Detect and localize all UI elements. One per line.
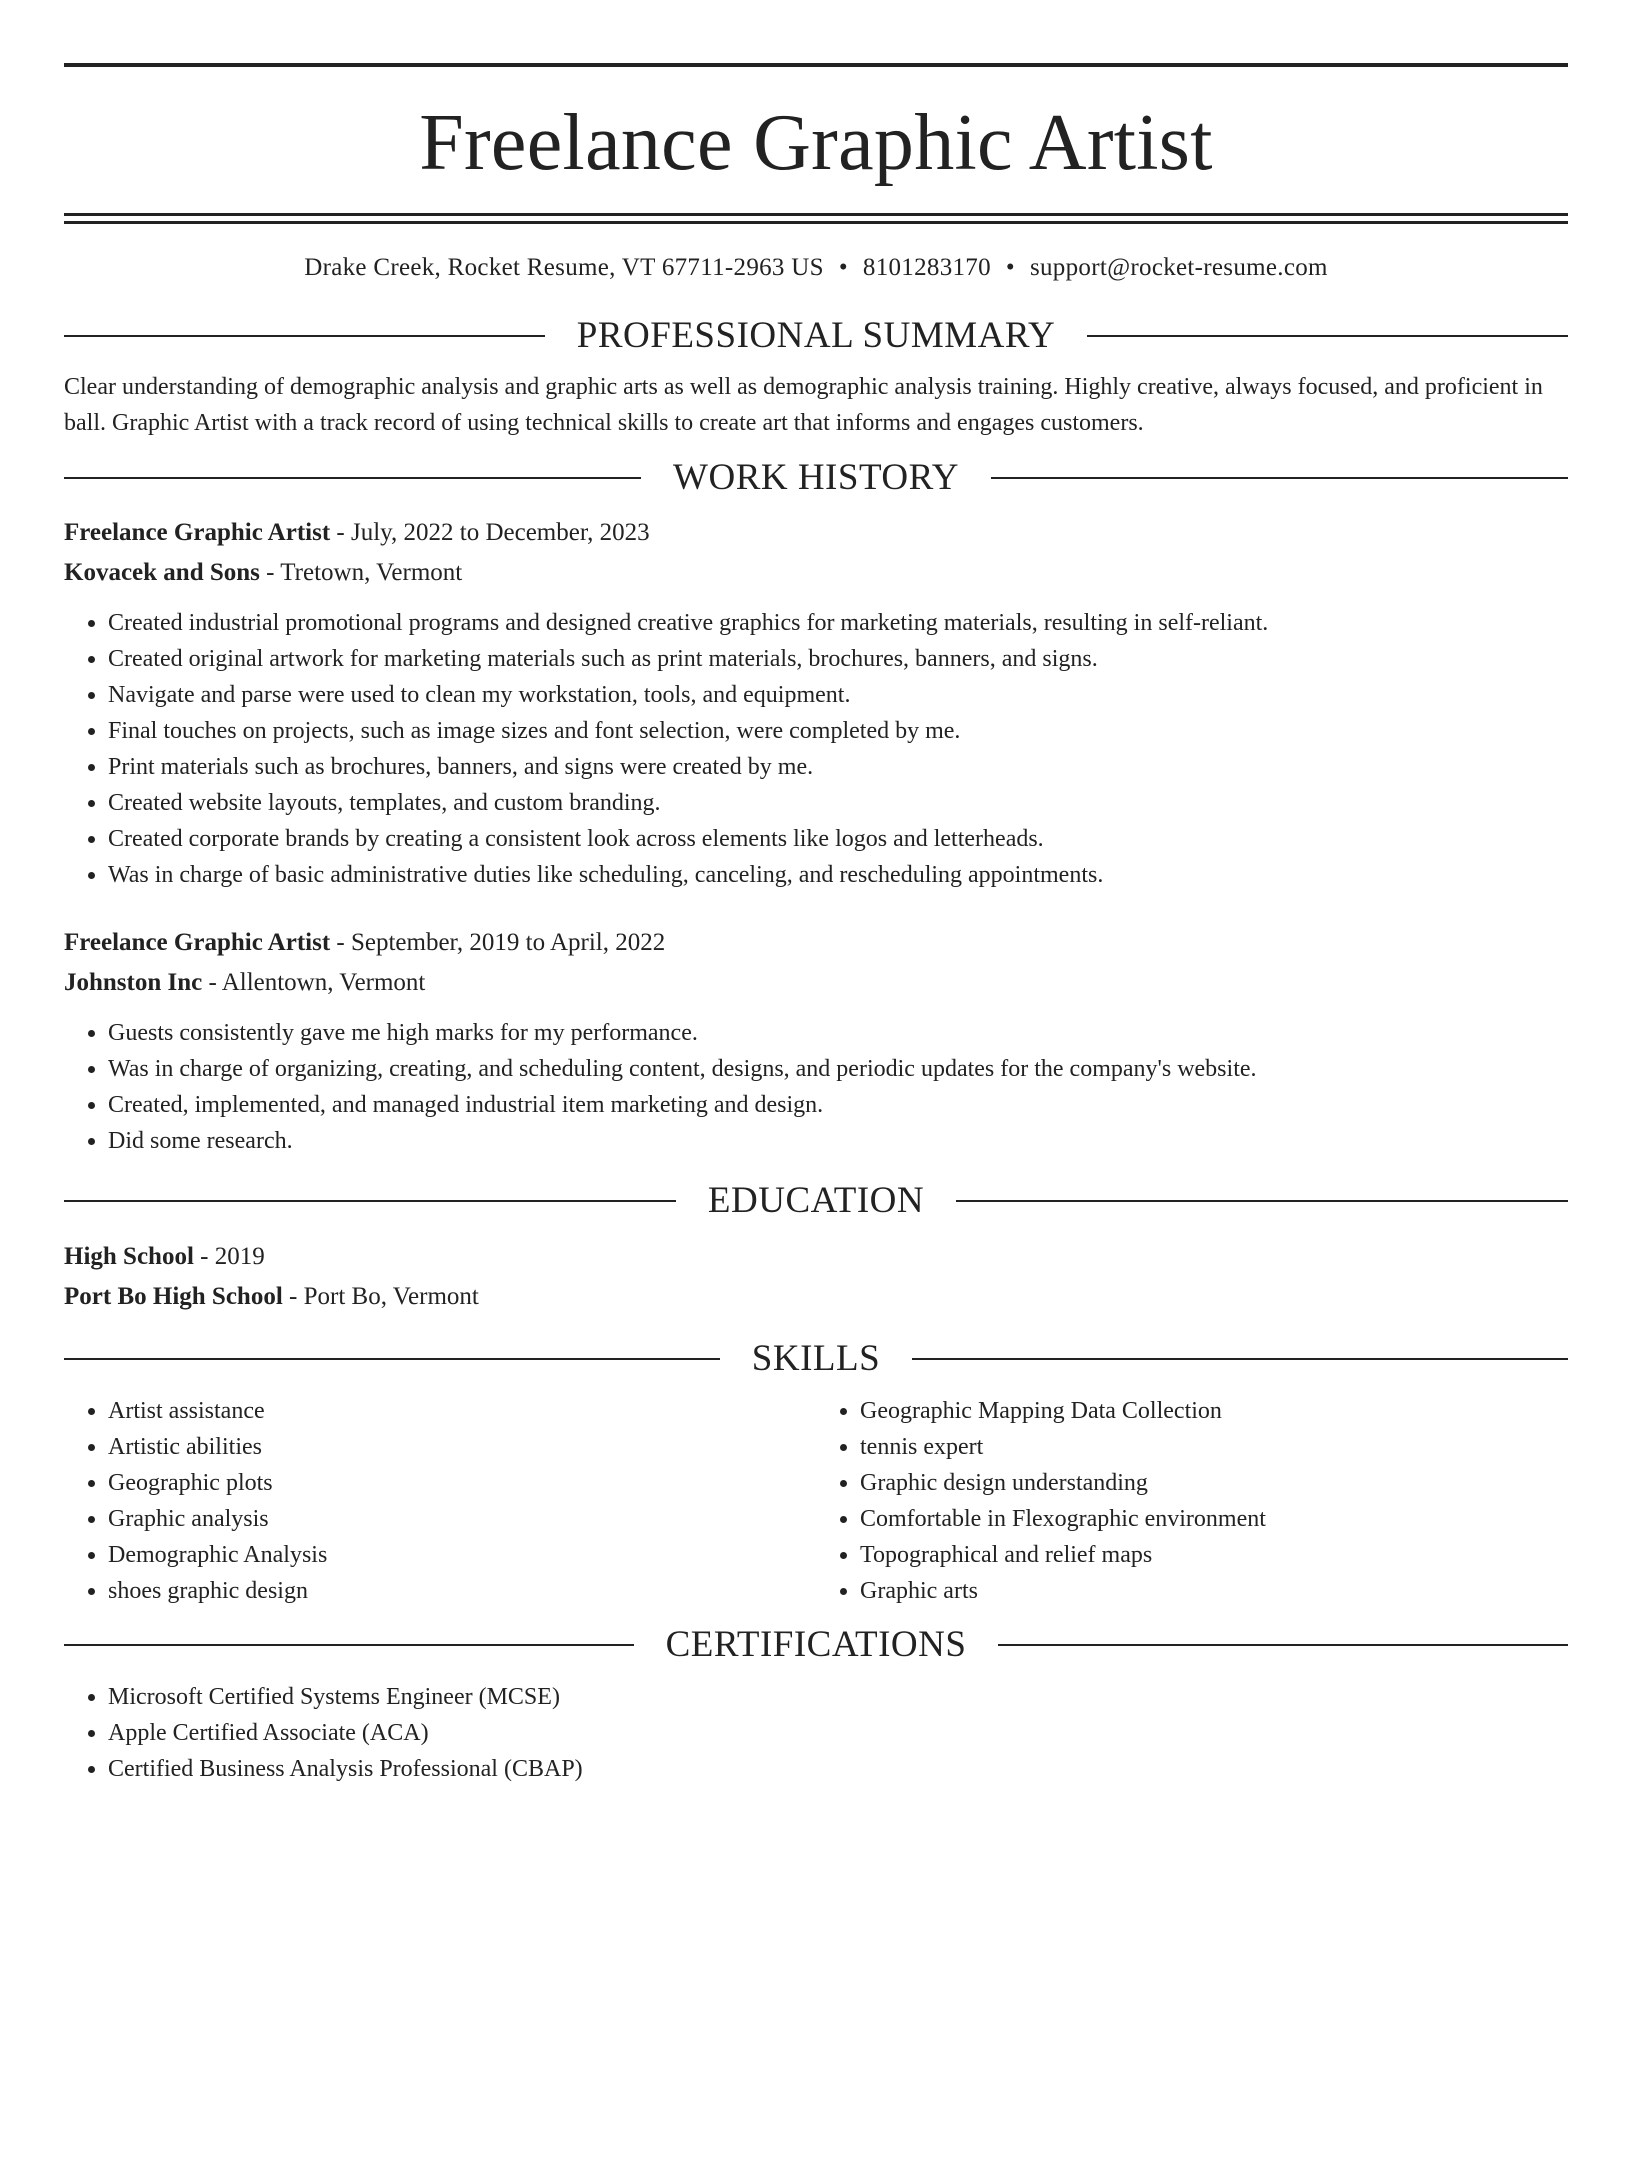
section-rule-right <box>1087 335 1568 337</box>
education-entry <box>64 1237 1568 1317</box>
skills-list-right <box>816 1393 1568 1609</box>
certification-item: • Certified Business Analysis Professional (CBAP) <box>108 1751 1568 1787</box>
education-location: - Port Bo, Vermont <box>282 1283 479 1310</box>
job-title: Freelance Graphic Artist <box>64 519 331 546</box>
education-degree-line <box>64 1237 1568 1277</box>
section-heading-skills <box>64 1337 1568 1381</box>
section-title: CERTIFICATIONS <box>665 1624 967 1665</box>
job-bullet: • Created industrial promotional programs and designed creative graphics for marketing materials, resulting in self-reliant. <box>108 605 1568 641</box>
job-title-line <box>64 923 1568 963</box>
section-rule-right <box>912 1358 1568 1360</box>
section-rule-right <box>991 477 1568 479</box>
skills-list-left <box>64 1393 816 1609</box>
certifications-list <box>64 1679 1568 1787</box>
section-rule-left <box>64 1358 720 1360</box>
job-entry <box>64 513 1568 893</box>
job-bullet: • Created website layouts, templates, and custom branding. <box>108 785 1568 821</box>
contact-line <box>64 252 1568 284</box>
job-bullet: • Final touches on projects, such as image sizes and font selection, were completed by me. <box>108 713 1568 749</box>
job-bullet: • Guests consistently gave me high marks for my performance. <box>108 1015 1568 1051</box>
section-heading-certifications <box>64 1623 1568 1667</box>
job-bullet: • Created, implemented, and managed industrial item marketing and design. <box>108 1087 1568 1123</box>
contact-email: support@rocket-resume.com <box>1029 254 1328 281</box>
skills-columns <box>64 1393 1568 1609</box>
skill-item: • Graphic arts <box>860 1573 1568 1609</box>
summary-text: Clear understanding of demographic analysis and graphic arts as well as demographic analysis training. Highly creative, always focused, and proficient in ball. Graphic Artist with a track record of using technical skills to create art that informs and engages customers. <box>64 374 1543 436</box>
certification-item: • Apple Certified Associate (ACA) <box>108 1715 1568 1751</box>
job-bullet: • Created corporate brands by creating a consistent look across elements like logos and letterheads. <box>108 821 1568 857</box>
section-heading-education <box>64 1179 1568 1223</box>
skill-item: • Graphic design understanding <box>860 1465 1568 1501</box>
section-title: WORK HISTORY <box>673 457 959 498</box>
skill-item: • Demographic Analysis <box>108 1537 816 1573</box>
education-degree: High School <box>64 1243 194 1270</box>
section-rule-right <box>998 1644 1568 1646</box>
section-heading-summary <box>64 314 1568 358</box>
section-rule-left <box>64 1200 676 1202</box>
job-bullet: • Created original artwork for marketing materials such as print materials, brochures, banners, and signs. <box>108 641 1568 677</box>
resume-name: Freelance Graphic Artist <box>419 99 1213 187</box>
section-rule-left <box>64 1644 634 1646</box>
job-entry <box>64 923 1568 1159</box>
job-bullet: • Did some research. <box>108 1123 1568 1159</box>
education-year: - 2019 <box>193 1243 265 1270</box>
contact-separator: • <box>1005 254 1015 281</box>
skill-item: • Geographic Mapping Data Collection <box>860 1393 1568 1429</box>
section-rule-left <box>64 335 545 337</box>
skill-item: • tennis expert <box>860 1429 1568 1465</box>
job-bullet: • Was in charge of organizing, creating, and scheduling content, designs, and periodic updates for the company's website. <box>108 1051 1568 1087</box>
certification-item: • Microsoft Certified Systems Engineer (MCSE) <box>108 1679 1568 1715</box>
section-title: SKILLS <box>751 1338 881 1379</box>
section-rule-right <box>956 1200 1568 1202</box>
skill-item: • Geographic plots <box>108 1465 816 1501</box>
contact-address: Drake Creek, Rocket Resume, VT 67711-2963 US <box>304 254 824 281</box>
job-bullets <box>64 1015 1568 1159</box>
job-location: - Allentown, Vermont <box>202 969 426 996</box>
skill-item: • Artistic abilities <box>108 1429 816 1465</box>
skill-item: • Topographical and relief maps <box>860 1537 1568 1573</box>
section-title: PROFESSIONAL SUMMARY <box>576 315 1056 356</box>
job-location: - Tretown, Vermont <box>259 559 463 586</box>
job-dates: - July, 2022 to December, 2023 <box>330 519 650 546</box>
job-company: Johnston Inc <box>64 969 203 996</box>
job-title-line <box>64 513 1568 553</box>
job-company-line <box>64 963 1568 1003</box>
job-bullet: • Navigate and parse were used to clean my workstation, tools, and equipment. <box>108 677 1568 713</box>
skill-item: • Comfortable in Flexographic environment <box>860 1501 1568 1537</box>
job-bullets <box>64 605 1568 893</box>
education-school: Port Bo High School <box>64 1283 283 1310</box>
skill-item: • shoes graphic design <box>108 1573 816 1609</box>
job-bullet: • Was in charge of basic administrative duties like scheduling, canceling, and rescheduling appointments. <box>108 857 1568 893</box>
job-dates: - September, 2019 to April, 2022 <box>330 929 666 956</box>
contact-separator: • <box>838 254 848 281</box>
skill-item: • Artist assistance <box>108 1393 816 1429</box>
job-company-line <box>64 553 1568 593</box>
contact-phone: 8101283170 <box>862 254 991 281</box>
header-double-rule <box>64 213 1568 224</box>
section-rule-left <box>64 477 641 479</box>
section-heading-work-history <box>64 456 1568 500</box>
job-company: Kovacek and Sons <box>64 559 260 586</box>
resume-page <box>0 63 1632 2175</box>
job-title: Freelance Graphic Artist <box>64 929 331 956</box>
section-title: EDUCATION <box>707 1180 925 1221</box>
job-bullet: • Print materials such as brochures, banners, and signs were created by me. <box>108 749 1568 785</box>
header-top-rule <box>64 63 1568 67</box>
skill-item: • Graphic analysis <box>108 1501 816 1537</box>
education-school-line <box>64 1277 1568 1317</box>
